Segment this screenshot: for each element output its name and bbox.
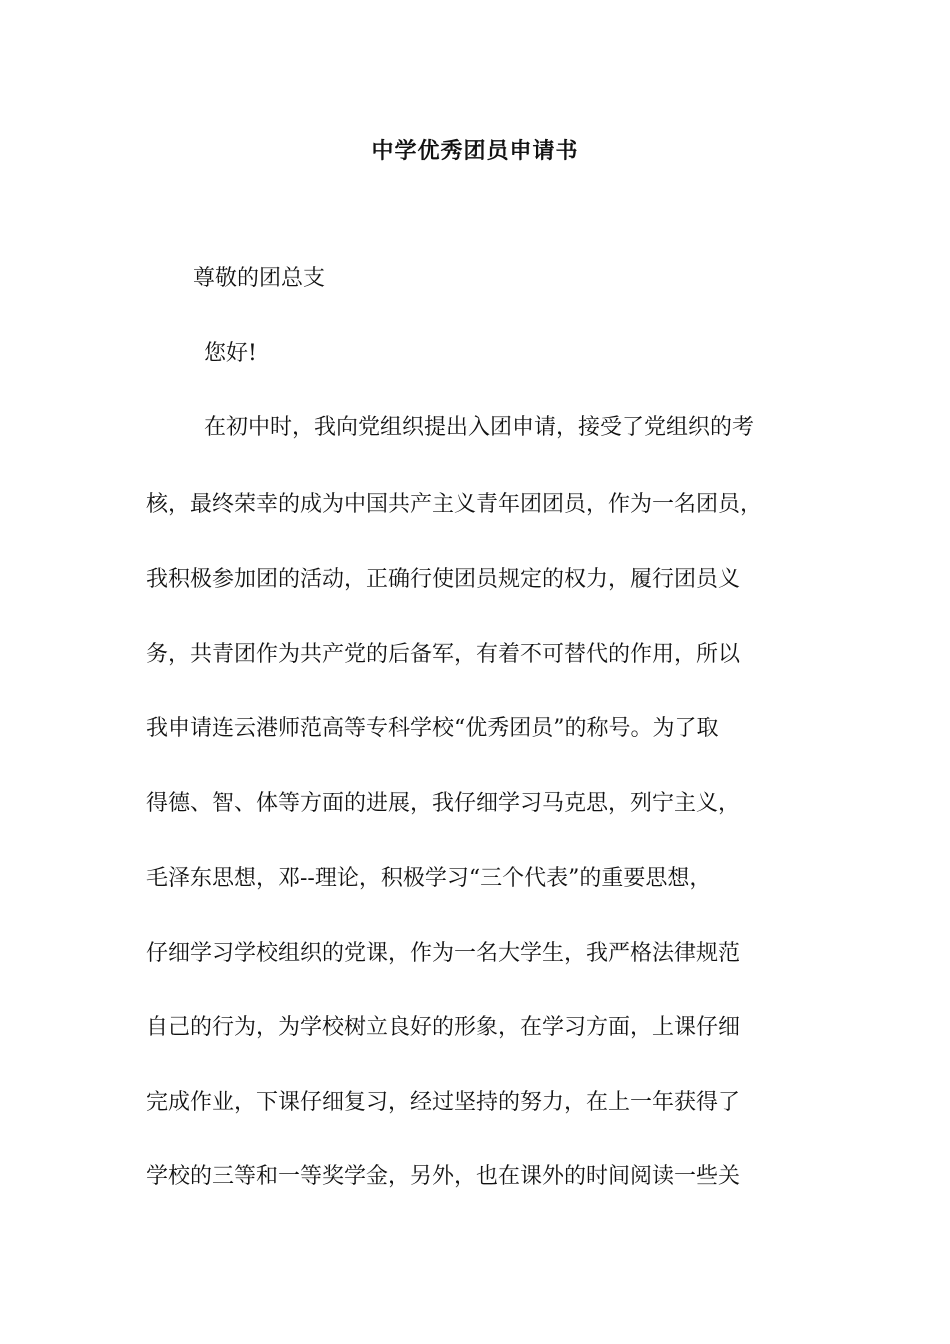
body-line: 我积极参加团的活动，正确行使团员规定的权力，履行团员义 [146, 567, 741, 592]
body-line: 完成作业，下课仔细复习，经过坚持的努力，在上一年获得了 [146, 1090, 741, 1115]
body-line: 仔细学习学校组织的党课，作为一名大学生，我严格法律规范 [146, 941, 741, 966]
body-line: 务，共青团作为共产党的后备军，有着不可替代的作用，所以 [146, 642, 741, 667]
greeting: 您好! [204, 341, 257, 366]
body-line: 学校的三等和一等奖学金，另外，也在课外的时间阅读一些关 [146, 1164, 741, 1189]
body-line: 得德、智、体等方面的进展，我仔细学习马克思，列宁主义， [146, 791, 741, 816]
body-line: 在初中时，我向党组织提出入团申请，接受了党组织的考 [204, 415, 755, 440]
salutation: 尊敬的团总支 [193, 266, 326, 291]
document-title: 中学优秀团员申请书 [371, 139, 579, 164]
body-line: 核，最终荣幸的成为中国共产主义青年团团员，作为一名团员， [146, 492, 763, 517]
body-line: 我申请连云港师范高等专科学校“优秀团员”的称号。为了取 [146, 716, 719, 741]
body-line: 自己的行为，为学校树立良好的形象，在学习方面，上课仔细 [146, 1015, 741, 1040]
body-line: 毛泽东思想，邓--理论，积极学习“三个代表”的重要思想， [146, 866, 712, 891]
